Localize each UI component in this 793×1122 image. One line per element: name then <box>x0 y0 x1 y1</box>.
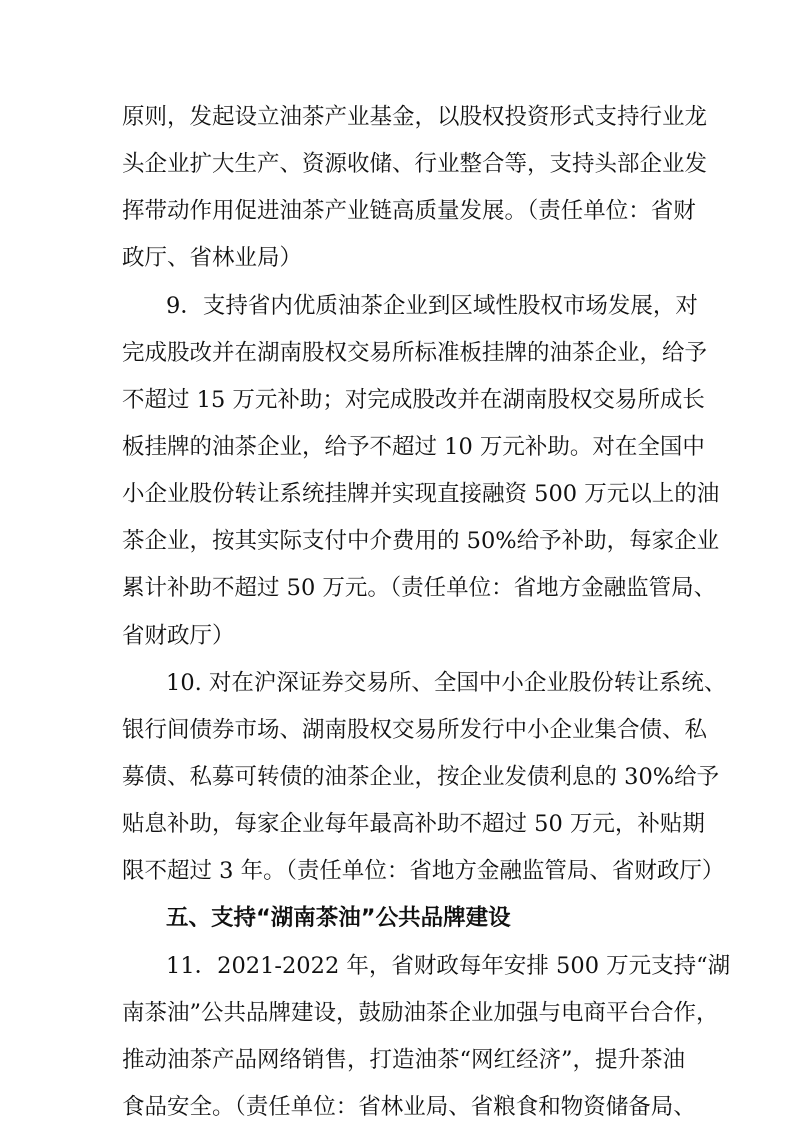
paragraph-line: 茶企业，按其实际支付中介费用的 50%给予补助，每家企业 <box>122 528 720 554</box>
paragraph-line: 累计补助不超过 50 万元。（责任单位：省地方金融监管局、 <box>122 575 717 601</box>
paragraph-line: 贴息补助，每家企业每年最高补助不超过 50 万元，补贴期 <box>122 811 705 837</box>
paragraph-line: 原则，发起设立油茶产业基金，以股权投资形式支持行业龙 <box>122 104 708 130</box>
paragraph-line: 11．2021-2022 年，省财政每年安排 500 万元支持“湖 <box>166 953 731 979</box>
paragraph-line: 完成股改并在湖南股权交易所标准板挂牌的油茶企业，给予 <box>122 340 708 366</box>
paragraph-line: 10. 对在沪深证券交易所、全国中小企业股份转让系统、 <box>166 670 727 696</box>
paragraph-line: 省财政厅） <box>122 623 235 649</box>
paragraph-line: 不超过 15 万元补助；对完成股改并在湖南股权交易所成长 <box>122 387 705 413</box>
paragraph-line: 头企业扩大生产、资源收储、行业整合等，支持头部企业发 <box>122 151 708 177</box>
paragraph-line: 募债、私募可转债的油茶企业，按企业发债利息的 30%给予 <box>122 764 720 790</box>
paragraph-line: 推动油茶产品网络销售，打造油茶“网红经济”，提升茶油 <box>122 1047 686 1073</box>
paragraph-line: 食品安全。（责任单位：省林业局、省粮食和物资储备局、 <box>122 1094 696 1120</box>
paragraph-line: 限不超过 3 年。（责任单位：省地方金融监管局、省财政厅） <box>122 858 725 884</box>
paragraph-line: 挥带动作用促进油茶产业链高质量发展。（责任单位：省财 <box>122 198 696 224</box>
paragraph-line: 政厅、省林业局） <box>122 245 303 271</box>
paragraph-line: 南茶油”公共品牌建设，鼓励油茶企业加强与电商平台合作， <box>122 1000 719 1026</box>
paragraph-line: 银行间债券市场、湖南股权交易所发行中小企业集合债、私 <box>122 717 708 743</box>
paragraph-line: 小企业股份转让系统挂牌并实现直接融资 500 万元以上的油 <box>122 481 720 507</box>
section-heading: 五、支持“湖南茶油”公共品牌建设 <box>166 905 511 931</box>
paragraph-line: 9．支持省内优质油茶企业到区域性股权市场发展，对 <box>166 293 698 319</box>
paragraph-line: 板挂牌的油茶企业，给予不超过 10 万元补助。对在全国中 <box>122 434 705 460</box>
